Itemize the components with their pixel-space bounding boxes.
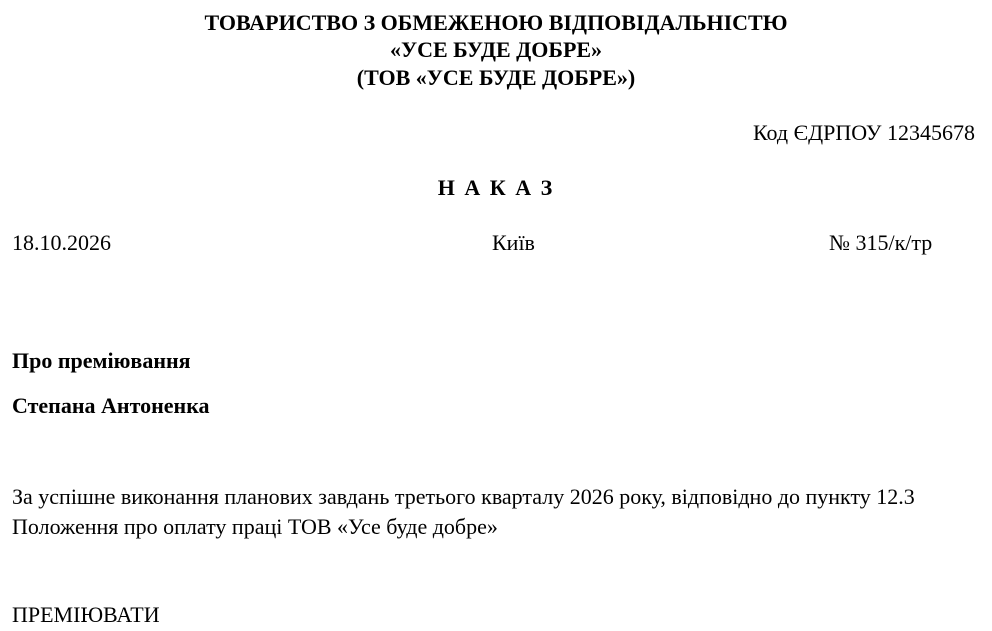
edrpou-code: Код ЄДРПОУ 12345678 <box>752 120 975 145</box>
document-title: Н А К А З <box>437 175 555 200</box>
document-city: Київ <box>492 230 535 255</box>
document-date: 18.10.2026 <box>12 230 111 255</box>
order-verb: ПРЕМІЮВАТИ <box>12 602 160 627</box>
preamble-paragraph: За успішне виконання планових завдань третього кварталу 2026 року, відповідно до пункту 12.3 Положення про оплату праці ТОВ «Усе буде добре» <box>12 484 915 539</box>
subject-line1: Про преміювання <box>12 348 191 373</box>
org-name-line1: ТОВАРИСТВО З ОБМЕЖЕНОЮ ВІДПОВІДАЛЬНІСТЮ <box>204 10 788 35</box>
document-number: № 315/к/тр <box>829 230 933 255</box>
org-name-line2: «УСЕ БУДЕ ДОБРЕ» <box>389 37 603 62</box>
org-short-name: (ТОВ «УСЕ БУДЕ ДОБРЕ») <box>356 65 636 90</box>
subject-line2: Степана Антоненка <box>12 393 210 418</box>
